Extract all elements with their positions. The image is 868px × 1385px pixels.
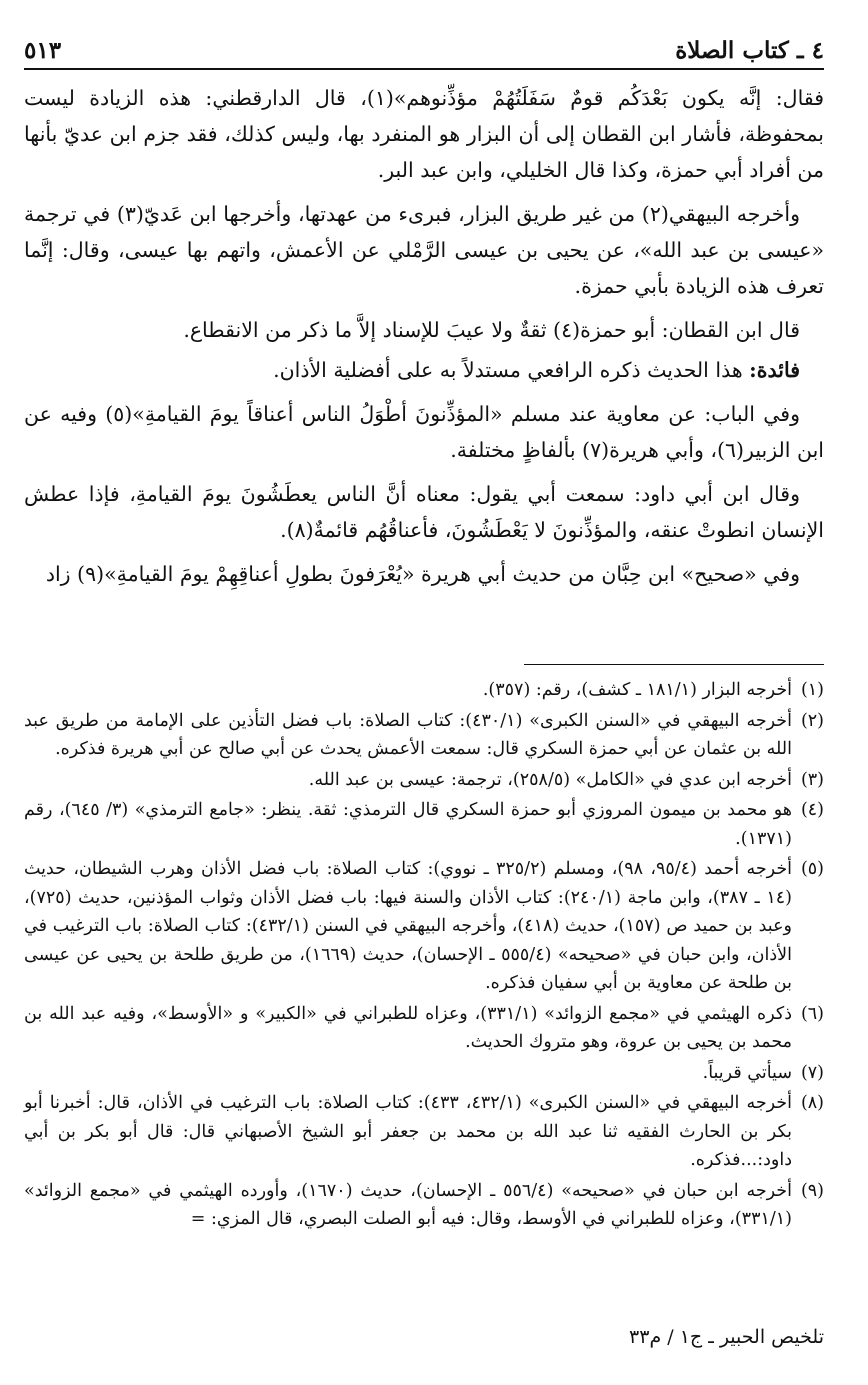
paragraph-5: وفي الباب: عن معاوية عند مسلم «المؤذِّنونَ أطْوَلُ الناس أعناقاً يومَ القيامةِ»(٥) وفيه عن ابن الزبير(٦)، وأبي هريرة(٧) بألفاظٍ مختلفة. (24, 402, 824, 462)
book-page (24, 0, 824, 1385)
footnote-5: (٥) أخرجه أحمد (٩٥/٤، ٩٨)، ومسلم (٣٢٥/٢ ـ نووي): كتاب الصلاة: باب فضل الأذان وهرب الشيطان، حديث (١٤ ـ ٣٨٧)، وابن ماجة (٢٤٠/١): كتاب الأذان والسنة فيها: باب فضل الأذان وثواب المؤذنين، حديث (٧٢٥)، وعبد بن حميد ص (١٥٧)، حديث (٤١٨)، وأخرجه البيهقي في السنن (٤٣٢/١): كتاب الصلاة: باب الترغيب في الأذان، وابن حبان في «صحيحه» (٥٥٥/٤ ـ الإحسان)، حديث (١٦٦٩)، من طريق طلحة بن يحيى عن عيسى بن طلحة عن معاوية بن أبي سفيان فذكره. (24, 859, 824, 993)
paragraph-7: وفي «صحيح» ابن حِبَّان من حديث أبي هريرة «يُعْرَفونَ بطولِ أعناقِهِمْ يومَ القيامةِ»(٩) زاد (45, 562, 800, 586)
footnote-9: (٩) أخرجه ابن حبان في «صحيحه» (٥٥٦/٤ ـ الإحسان)، حديث (١٦٧٠)، وأورده الهيثمي في «مجمع الزوائد» (٣٣١/١)، وعزاه للطبراني في الأوسط، وقال: فيه أبو الصلت البصري، قال المزي: = (24, 1180, 824, 1229)
page-number: ٥١٣ (24, 37, 62, 64)
printer-signature: تلخيص الحبير ـ ج١ / م٣٣ (629, 1326, 824, 1348)
footnote-6: (٦) ذكره الهيثمي في «مجمع الزوائد» (٣٣١/١)، وعزاه للطبراني في «الكبير» و «الأوسط»، وفيه عبد الله بن محمد بن يحيى بن عروة، وهو متروك الحديث. (24, 1003, 824, 1052)
footnote-1: (١) أخرجه البزار (١٨١/١ ـ كشف)، رقم: (٣٥٧). (482, 680, 824, 700)
footnotes (24, 676, 824, 1236)
footnote-4: (٤) هو محمد بن ميمون المروزي أبو حمزة السكري قال الترمذي: ثقة. ينظر: «جامع الترمذي» (٣/ ٦٤٥)، رقم (١٣٧١). (24, 800, 824, 849)
footnote-2: (٢) أخرجه البيهقي في «السنن الكبرى» (٤٣٠/١): كتاب الصلاة: باب فضل التأذين على الإمامة من طريق عبد الله بن عثمان عن أبي حمزة السكري قال: سمعت الأعمش يحدث عن أبي صالح عن أبي هريرة فذكره. (24, 710, 824, 759)
footnote-8: (٨) أخرجه البيهقي في «السنن الكبرى» (٤٣٢/١، ٤٣٣): كتاب الصلاة: باب الترغيب في الأذان، قال: أخبرنا أبو بكر بن الحارث الفقيه ثنا عبد الله بن محمد بن جعفر أبو الشيخ الأصبهاني قال: قال أبو بكر بن أبي داود:...فذكره. (24, 1093, 824, 1170)
page-footer (24, 1326, 824, 1348)
paragraph-4 (24, 352, 824, 388)
main-text (24, 80, 824, 600)
benefit-label: فائدة: (749, 358, 800, 382)
paragraph-2: وأخرجه البيهقي(٢) من غير طريق البزار، فبرىء من عهدتها، وأخرجها ابن عَديّ(٣) في ترجمة «عيسى بن عبد الله»، عن يحيى بن عيسى الرَّمْلي عن الأعمش، واتهم بها عيسى، وقال: إنَّما تعرف هذه الزيادة بأبي حمزة. (24, 202, 824, 298)
footnote-7: (٧) سيأتي قريباً. (702, 1062, 824, 1083)
footnote-3: (٣) أخرجه ابن عدي في «الكامل» (٢٥٨/٥)، ترجمة: عيسى بن عبد الله. (308, 769, 824, 790)
paragraph-6: وقال ابن أبي داود: سمعت أبي يقول: معناه أنَّ الناس يعطَشُونَ يومَ القيامةِ، فإذا عطش الإنسان انطوتْ عنقه، والمؤذِّنونَ لا يَعْطَشُونَ، فأعناقُهُم قائمةٌ(٨). (24, 482, 824, 542)
paragraph-3: قال ابن القطان: أبو حمزة(٤) ثقةٌ ولا عيبَ للإسناد إلاَّ ما ذكر من الانقطاع. (183, 318, 800, 342)
benefit-text: هذا الحديث ذكره الرافعي مستدلاً به على أفضلية الأذان. (273, 358, 750, 382)
footnote-separator (524, 664, 824, 665)
paragraph-1: فقال: إنَّه يكون بَعْدَكُم قومٌ سَفَلَتُهُمْ مؤذِّنوهم»(١)، قال الدارقطني: هذه الزيادة ليست بمحفوظة، فأشار ابن القطان إلى أن البزار هو المنفرد بها، وليس كذلك، فقد جزم ابن عديّ بأنها من أفراد أبي حمزة، وكذا قال الخليلي، وابن عبد البر. (24, 86, 824, 182)
page-header (24, 24, 824, 70)
chapter-title: ٤ ـ كتاب الصلاة (675, 37, 824, 64)
